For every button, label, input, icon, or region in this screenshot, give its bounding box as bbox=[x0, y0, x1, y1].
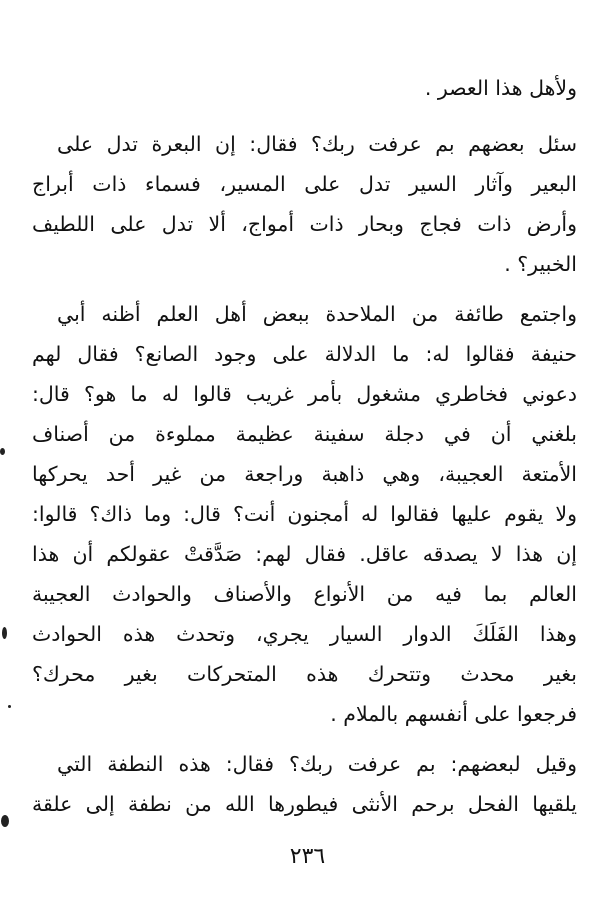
scan-mark bbox=[8, 705, 11, 708]
text-line-3: البعير وآثار السير تدل على المسير، فسماء ذات أبراج bbox=[32, 172, 577, 196]
text-line-12: إن هذا لا يصدقه عاقل. فقال لهم: صَدَّقتْ عقولكم أن هذا bbox=[32, 542, 577, 566]
text-line-2: سئل بعضهم بم عرفت ربك؟ فقال: إن البعرة تدل على bbox=[57, 132, 577, 156]
text-line-7: حنيفة فقالوا له: ما الدلالة على وجود الصانع؟ فقال لهم bbox=[32, 342, 577, 366]
scan-mark bbox=[2, 627, 7, 639]
text-line-8: دعوني فخاطري مشغول بأمر غريب قالوا له ما هو؟ قال: bbox=[32, 382, 577, 406]
scan-mark bbox=[1, 815, 9, 827]
text-line-5: الخبير؟ . bbox=[504, 252, 577, 276]
scan-mark bbox=[0, 448, 5, 455]
text-line-16: فرجعوا على أنفسهم بالملام . bbox=[330, 702, 577, 726]
text-line-14: وهذا الفَلَكَ الدوار السيار يجري، وتحدث هذه الحوادث bbox=[32, 622, 577, 646]
text-line-18: يلقيها الفحل برحم الأنثى فيطورها الله من نطفة إلى علقة bbox=[32, 792, 577, 816]
text-line-1: ولأهل هذا العصر . bbox=[424, 76, 577, 100]
text-line-10: الأمتعة العجيبة، وهي ذاهبة وراجعة من غير أحد يحركها bbox=[32, 462, 577, 486]
text-line-13: العالم بما فيه من الأنواع والأصناف والحوادث العجيبة bbox=[32, 582, 577, 606]
text-line-4: وأرض ذات فجاج وبحار ذات أمواج، ألا تدل على اللطيف bbox=[32, 212, 577, 236]
text-line-17: وقيل لبعضهم: بم عرفت ربك؟ فقال: هذه النطفة التي bbox=[57, 752, 577, 776]
text-line-11: ولا يقوم عليها فقالوا له أمجنون أنت؟ قال: وما ذاك؟ قالوا: bbox=[32, 502, 577, 526]
text-line-6: واجتمع طائفة من الملاحدة ببعض أهل العلم أظنه أبي bbox=[57, 302, 577, 326]
text-line-9: بلغني أن في دجلة سفينة عظيمة مملوءة من أصناف bbox=[32, 422, 577, 446]
page-number: ٢٣٦ bbox=[289, 844, 326, 869]
text-line-15: بغير محدث وتتحرك هذه المتحركات بغير محرك؟ bbox=[32, 662, 577, 686]
